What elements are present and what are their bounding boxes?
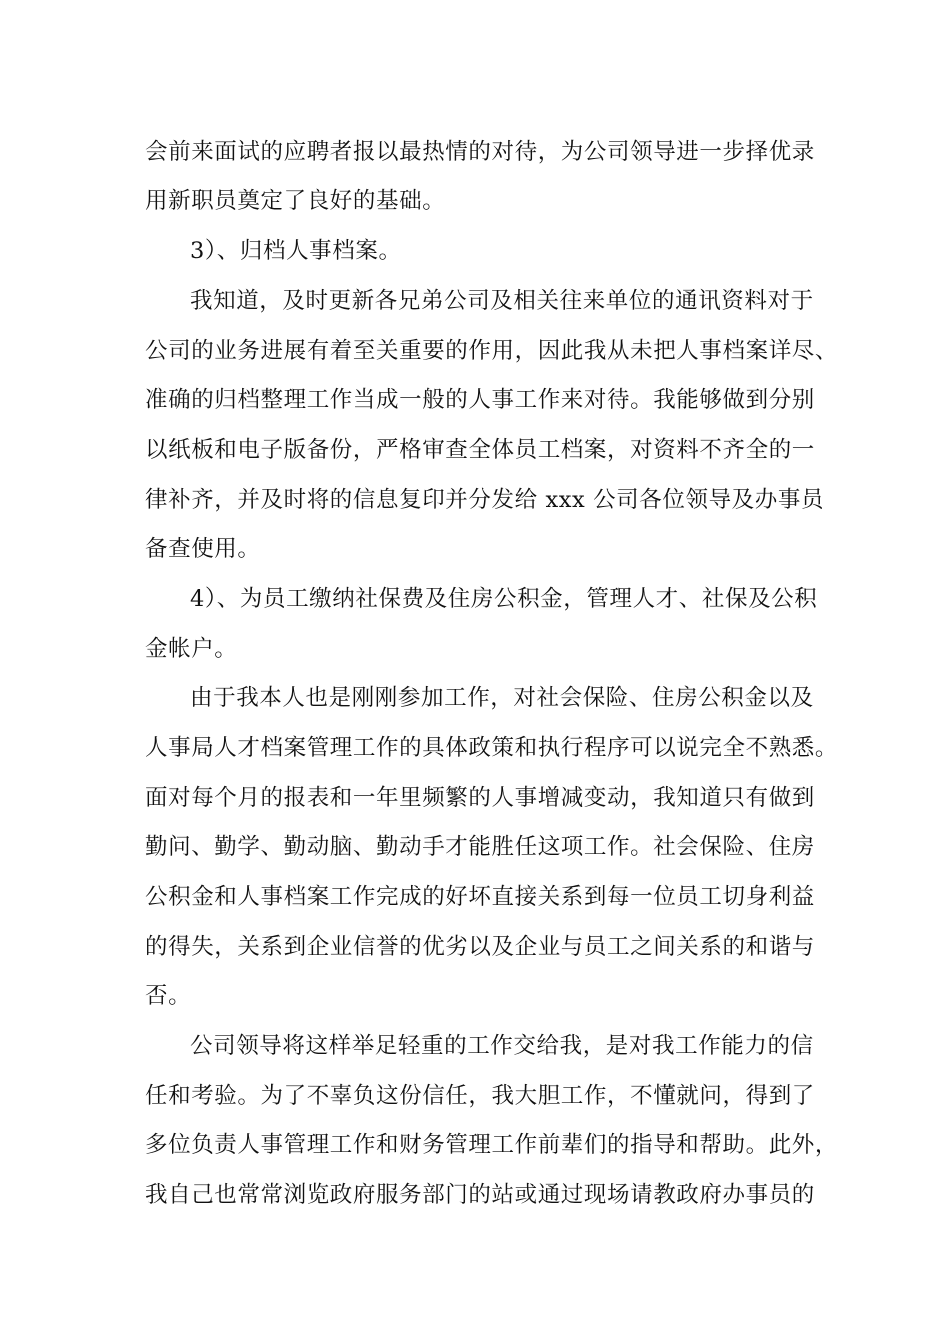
text-line: 用新职员奠定了良好的基础。 (145, 188, 446, 214)
text-line: 我自己也常常浏览政府服务部门的站或通过现场请教政府办事员的 (145, 1182, 815, 1208)
text-line: 勤问、勤学、勤动脑、勤动手才能胜任这项工作。社会保险、住房 (145, 834, 815, 860)
text-line: 公司的业务进展有着至关重要的作用，因此我从未把人事档案详尽、 (145, 338, 839, 364)
text-line: 准确的归档整理工作当成一般的人事工作来对待。我能够做到分别 (145, 387, 815, 413)
paragraph-first-line: 我知道，及时更新各兄弟公司及相关往来单位的通讯资料对于 (190, 288, 814, 314)
text-line: 以纸板和电子版备份，严格审查全体员工档案，对资料不齐全的一 (145, 437, 815, 463)
text-line: 金帐户。 (145, 636, 238, 662)
text-line: 律补齐，并及时将的信息复印并分发给 xxx 公司各位领导及办事员 (145, 487, 825, 513)
text-line: 面对每个月的报表和一年里频繁的人事增减变动，我知道只有做到 (145, 785, 815, 811)
text-line: 否。 (145, 983, 192, 1009)
text-line: 会前来面试的应聘者报以最热情的对待，为公司领导进一步择优录 (145, 139, 815, 165)
text-line: 的得失，关系到企业信誉的优劣以及企业与员工之间关系的和谐与 (145, 934, 815, 960)
text-line: 备查使用。 (145, 536, 261, 562)
section-heading: 4）、为员工缴纳社保费及住房公积金，管理人才、社保及公积 (190, 586, 818, 612)
paragraph-first-line: 公司领导将这样举足轻重的工作交给我，是对我工作能力的信 (190, 1033, 814, 1059)
text-line: 多位负责人事管理工作和财务管理工作前辈们的指导和帮助。此外， (145, 1132, 839, 1158)
paragraph-first-line: 由于我本人也是刚刚参加工作，对社会保险、住房公积金以及 (190, 685, 814, 711)
text-line: 任和考验。为了不辜负这份信任，我大胆工作，不懂就问，得到了 (145, 1083, 815, 1109)
section-heading: 3）、归档人事档案。 (190, 238, 402, 264)
text-line: 人事局人才档案管理工作的具体政策和执行程序可以说完全不熟悉。 (145, 735, 839, 761)
text-line: 公积金和人事档案工作完成的好坏直接关系到每一位员工切身利益 (145, 884, 815, 910)
